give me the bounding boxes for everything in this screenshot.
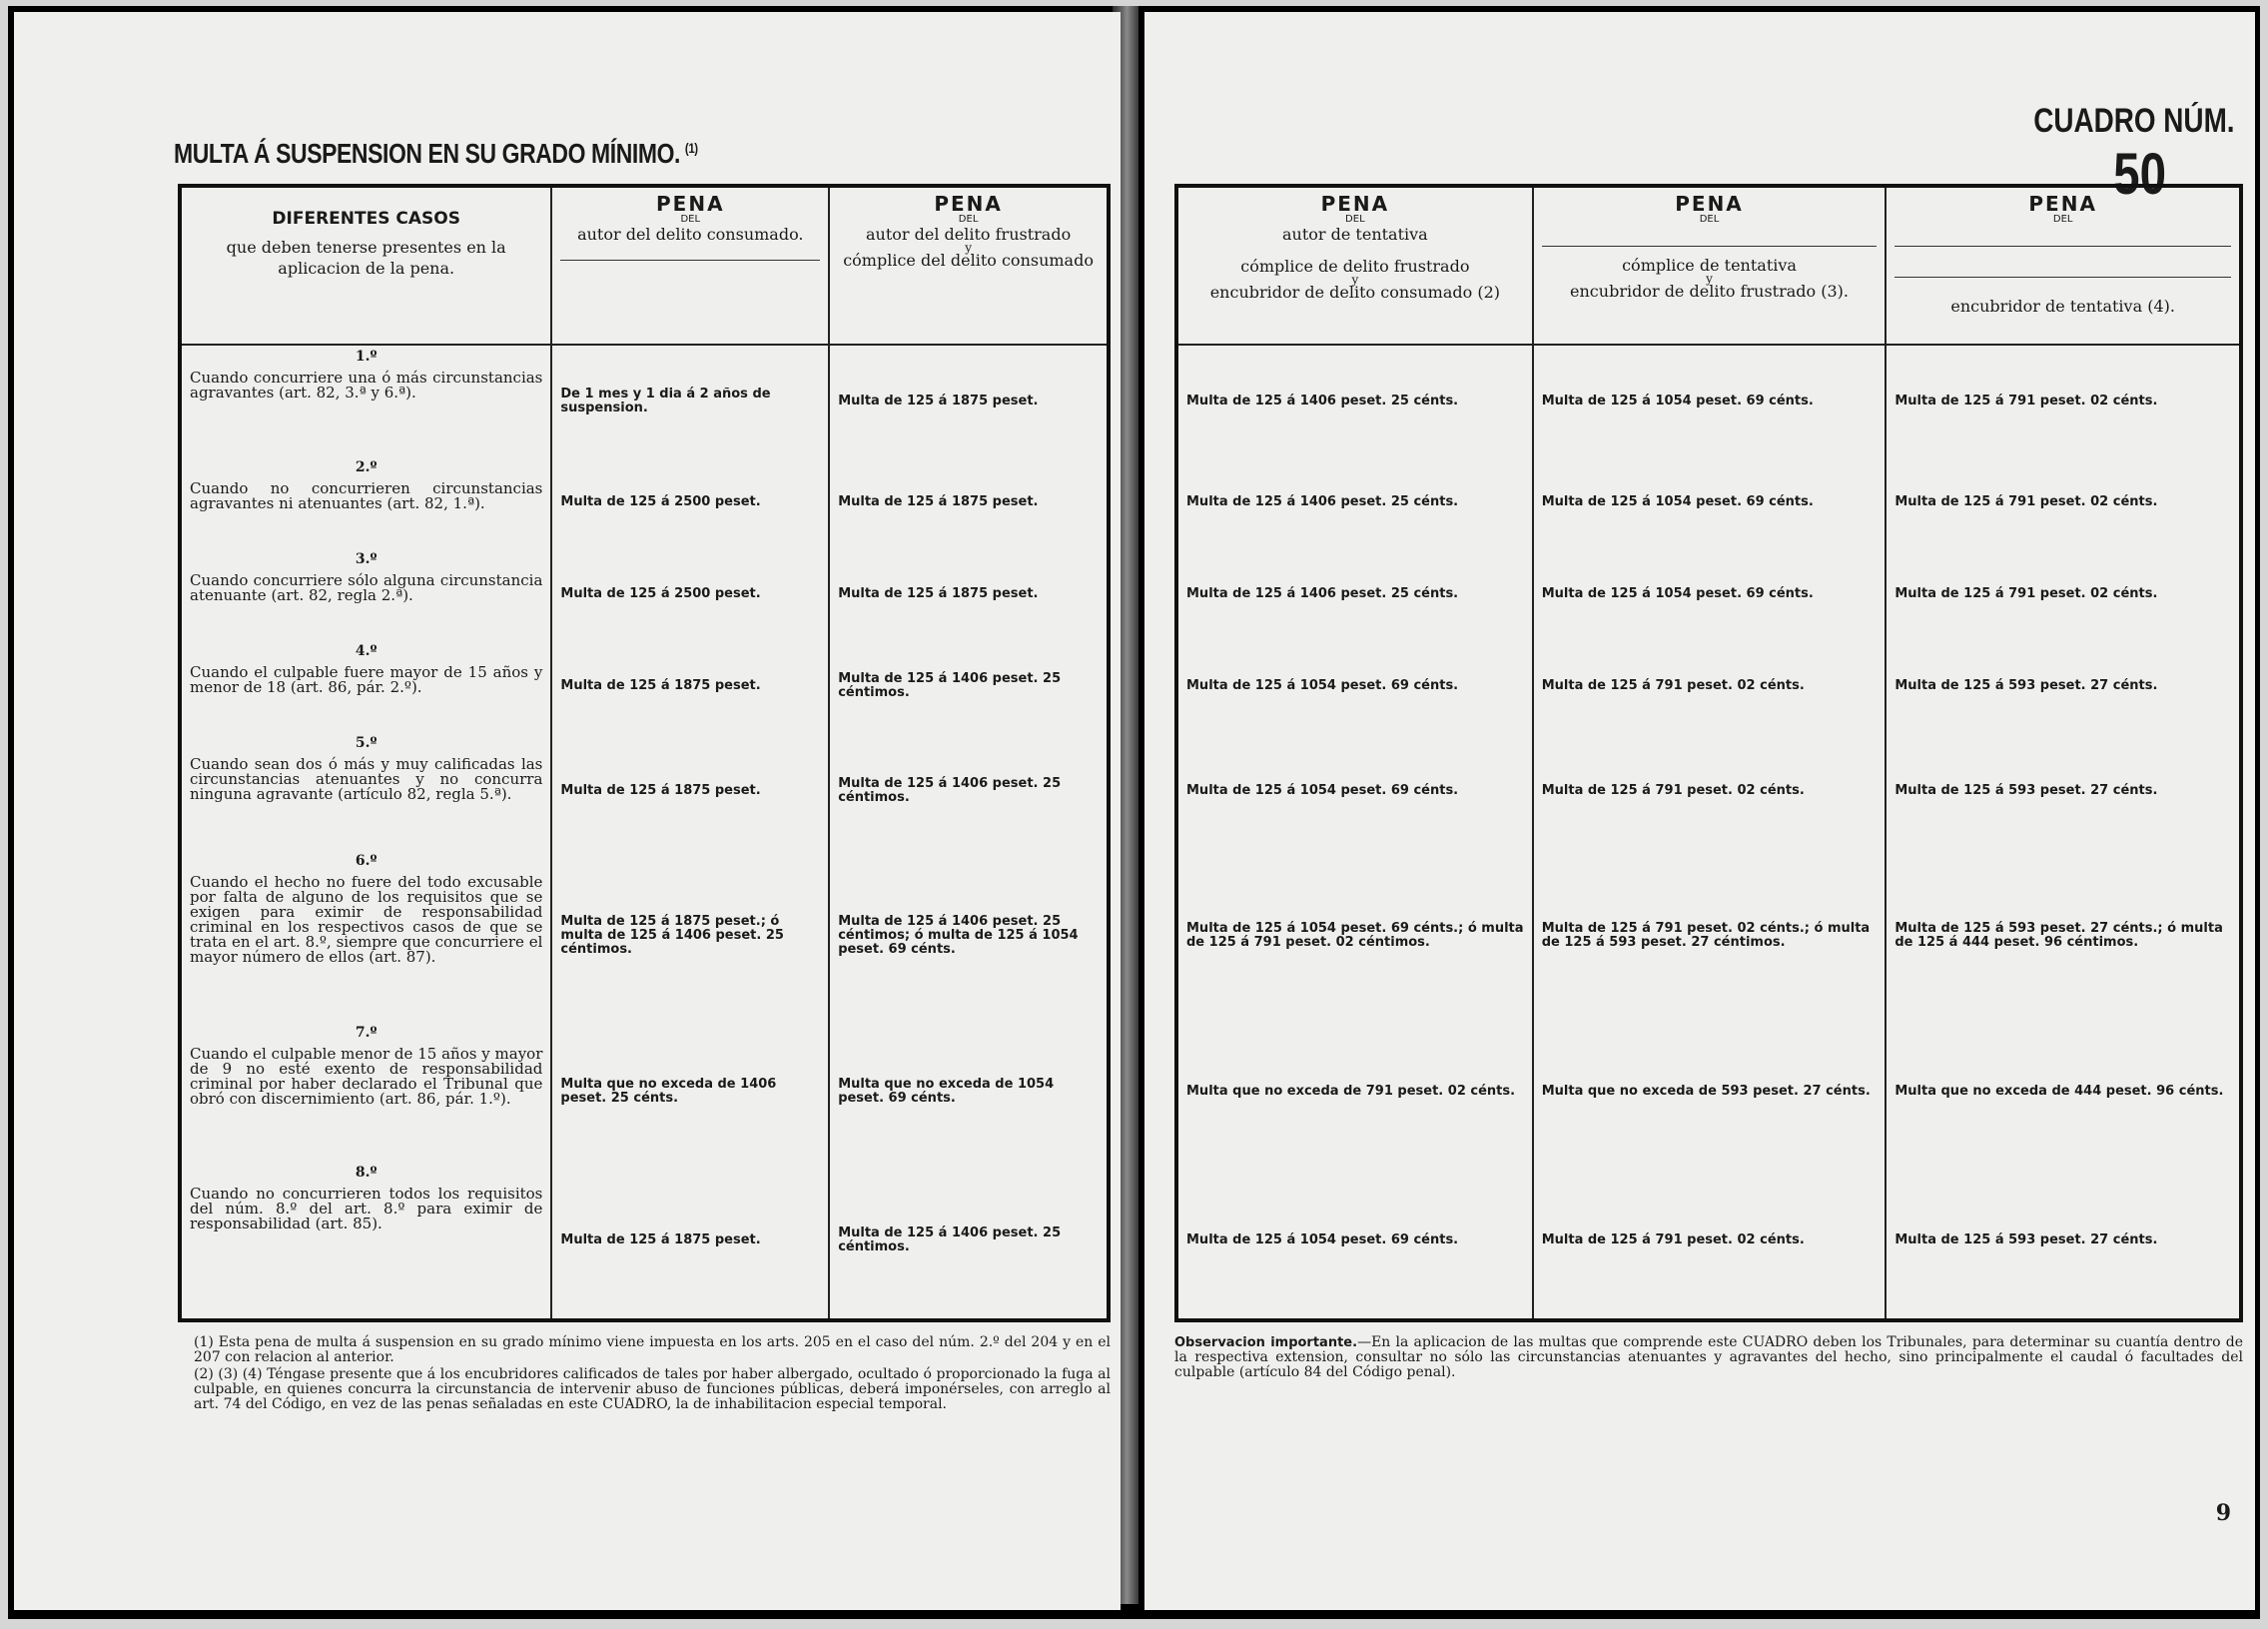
title-text: MULTA Á SUSPENSION EN SU GRADO MÍNIMO. [174,138,680,169]
header-col-autor-consumado [551,188,829,345]
case-text: Cuando concurriere una ó más circunstancias agravantes (art. 82, 3.ª y 6.ª). [190,369,543,402]
case-text: Cuando concurriere sólo alguna circunstancia atenuante (art. 82, regla 2.ª). [190,571,543,604]
table-row [1178,345,2239,456]
penalty-value: Multa de 125 á 1406 peset. 25 céntimos. [838,776,1062,805]
case-text: Cuando el culpable menor de 15 años y mayor de 9 no esté exento de responsabilidad criminal por haber declarado el Tribunal que obró con discernimiento (art. 86, pár. 1.º). [190,1045,543,1108]
case-text: Cuando el hecho no fuere del todo excusable por falta de alguno de los requisitos que se exigen para eximir de responsabilidad criminal en los respectivos casos de que se trata en el art. 8.º, siempre que concurriere el mayor número de ellos (art. 87). [190,873,543,966]
penalty-value: Multa de 125 á 1054 peset. 69 cénts. [1186,783,1459,798]
cuadro-text: CUADRO NÚM. [2033,102,2235,140]
observacion-text: —En la aplicacion de las multas que comprende este CUADRO deben los Tribunales, para determinar su cuantía dentro de la respectiva extension, consultar no sólo las circunstancias atenuantes y agravantes del hecho, sino principalmente el caudal ó facultades del culpable (artículo 84 del Código penal). [1174,1334,2243,1380]
penalty-value: Multa de 125 á 1406 peset. 25 céntimos. [838,1224,1062,1254]
penalty-value: Multa de 125 á 1875 peset. [838,586,1039,601]
pena-heading: PENA [1675,192,1744,216]
penalty-value: Multa de 125 á 1054 peset. 69 cénts. [1541,393,1814,408]
penalty-value: Multa de 125 á 1875 peset. [838,494,1039,509]
table-row [182,456,1107,548]
case-number: 5.º [355,735,378,751]
header-col-encubridor-tentativa [1886,188,2239,345]
header-col-tentativa [1178,188,1533,345]
penalty-value: Multa que no exceda de 1054 peset. 69 cénts. [838,1077,1055,1106]
header-col-frustrado [829,188,1107,345]
del-label: DEL [680,214,701,225]
del-label: DEL [1345,214,1365,225]
case-number: 2.º [355,459,378,475]
col-subtitle: autor del delito frustrado [865,225,1072,244]
penalty-value: Multa de 125 á 1054 peset. 69 cénts. [1541,494,1814,509]
observacion-label: Observacion importante. [1174,1335,1358,1350]
penalty-value: Multa de 125 á 1054 peset. 69 cénts. [1186,1231,1459,1247]
penalty-value: Multa que no exceda de 593 peset. 27 cénts. [1541,1084,1871,1099]
penalty-value: Multa de 125 á 1406 peset. 25 céntimos. [838,671,1062,700]
case-number: 1.º [355,349,378,365]
penalty-value: Multa de 125 á 791 peset. 02 cénts. [1541,678,1805,693]
table-row [1178,732,2239,850]
pena-heading: PENA [934,192,1003,216]
case-number: 4.º [355,643,378,659]
penalty-value: Multa de 125 á 2500 peset. [560,494,761,509]
penalty-value: Multa de 125 á 1406 peset. 25 cénts. [1186,586,1459,601]
table-row [1178,456,2239,548]
penalty-value: Multa de 125 á 791 peset. 02 cénts. [1894,494,2158,509]
table-row [1178,1022,2239,1162]
case-text: Cuando el culpable fuere mayor de 15 años y menor de 18 (art. 86, pár. 2.º). [190,663,543,696]
page-title [174,138,698,170]
penalty-value: Multa de 125 á 1406 peset. 25 cénts. [1186,393,1459,408]
col-subtitle: autor del delito consumado. [577,225,804,244]
table-row [182,1022,1107,1162]
table-row [182,640,1107,732]
header-col-complice-tentativa [1533,188,1887,345]
del-label: DEL [2052,214,2073,225]
penalty-value: Multa de 125 á 1875 peset.; ó multa de 125 á 1406 peset. 25 céntimos. [560,914,784,957]
left-page [14,12,1121,1610]
table-row [1178,850,2239,1022]
penalty-value: Multa que no exceda de 1406 peset. 25 cénts. [560,1077,777,1106]
penalty-value: Multa de 125 á 1875 peset. [838,393,1039,408]
penalty-value: Multa de 125 á 2500 peset. [560,586,761,601]
case-number: 6.º [355,853,378,869]
del-label: DEL [958,214,979,225]
title-note: (1) [684,139,698,156]
footnote-1: (1) Esta pena de multa á suspension en su grado mínimo viene impuesta en los arts. 205 en el caso del núm. 2.º del 204 y en el 207 con relacion al anterior. [194,1334,1111,1365]
left-table [178,184,1111,1322]
y-connector: y [965,241,972,255]
table-row [182,1162,1107,1318]
penalty-value: Multa de 125 á 1406 peset. 25 céntimos; ó multa de 125 á 1054 peset. 69 cénts. [838,914,1079,957]
col-subtitle: cómplice de tentativa [1622,256,1797,275]
cases-title: DIFERENTES CASOS [272,209,460,229]
table-row [182,732,1107,850]
penalty-value: Multa de 125 á 1875 peset. [560,678,761,693]
table-row [182,548,1107,640]
y-connector: y [1706,272,1713,286]
right-page [1144,12,2255,1610]
col-subtitle-2: cómplice de delito frustrado [1240,257,1470,276]
pena-heading: PENA [1320,192,1390,216]
penalty-value: Multa de 125 á 1875 peset. [560,1231,761,1247]
penalty-value: Multa que no exceda de 444 peset. 96 cénts. [1894,1084,2224,1099]
penalty-value: Multa de 125 á 1054 peset. 69 cénts. [1541,586,1814,601]
col-subtitle: encubridor de tentativa (4). [1950,297,2175,316]
pena-heading: PENA [2028,192,2097,216]
table-row [182,850,1107,1022]
case-number: 7.º [355,1025,378,1041]
y-connector: y [1351,273,1359,287]
penalty-value: Multa que no exceda de 791 peset. 02 cénts. [1186,1084,1516,1099]
case-text: Cuando sean dos ó más y muy calificadas las circunstancias atenuantes y no concurra ninguna agravante (artículo 82, regla 5.ª). [190,755,543,803]
penalty-value: Multa de 125 á 791 peset. 02 cénts. [1541,1231,1805,1247]
penalty-value: De 1 mes y 1 dia á 2 años de suspension. [560,386,771,415]
right-table [1174,184,2243,1322]
penalty-value: Multa de 125 á 593 peset. 27 cénts. [1894,1231,2158,1247]
penalty-value: Multa de 125 á 1406 peset. 25 cénts. [1186,494,1459,509]
table-row [182,345,1107,456]
del-label: DEL [1699,214,1720,225]
table-row [1178,548,2239,640]
col-subtitle-3: encubridor de delito consumado (2) [1209,283,1500,302]
penalty-value: Multa de 125 á 593 peset. 27 cénts.; ó multa de 125 á 444 peset. 96 céntimos. [1894,921,2223,950]
penalty-value: Multa de 125 á 791 peset. 02 cénts. [1541,783,1805,798]
table-row [1178,1162,2239,1318]
case-number: 8.º [355,1165,378,1181]
footnote-2: (2) (3) (4) Téngase presente que á los encubridores calificados de tales por haber albergado, ocultado ó proporcionado la fuga al culpable, en quienes concurra la circunstancia de intervenir abuso de funciones públicas, deberá imponérseles, con arreglo al art. 74 del Código, en vez de las penas señaladas en este CUADRO, la de inhabilitacion especial temporal. [194,1366,1111,1412]
page-mark: 9 [2215,1500,2231,1526]
header-cases [182,188,551,345]
penalty-value: Multa de 125 á 791 peset. 02 cénts. [1894,393,2158,408]
penalty-value: Multa de 125 á 791 peset. 02 cénts. [1894,586,2158,601]
table-row [1178,640,2239,732]
case-text: Cuando no concurrieren todos los requisitos del núm. 8.º del art. 8.º para eximir de responsabilidad (art. 85). [190,1185,543,1232]
case-number: 3.º [355,551,378,567]
penalty-value: Multa de 125 á 1054 peset. 69 cénts. [1186,678,1459,693]
cuadro-number: 50 [2113,142,2167,207]
cases-subtitle: que deben tenerse presentes en la aplicacion de la pena. [226,238,506,278]
col-subtitle: autor de tentativa [1281,225,1428,244]
penalty-value: Multa de 125 á 1054 peset. 69 cénts.; ó multa de 125 á 791 peset. 02 céntimos. [1186,921,1524,950]
penalty-value: Multa de 125 á 593 peset. 27 cénts. [1894,678,2158,693]
col-subtitle-2: encubridor de delito frustrado (3). [1570,282,1849,301]
col-subtitle-2: cómplice del delito consumado [843,251,1094,270]
pena-heading: PENA [656,192,725,216]
penalty-value: Multa de 125 á 593 peset. 27 cénts. [1894,783,2158,798]
footnotes [194,1335,1111,1414]
penalty-value: Multa de 125 á 791 peset. 02 cénts.; ó multa de 125 á 593 peset. 27 céntimos. [1541,921,1871,950]
observacion-note [1174,1335,2243,1382]
penalty-value: Multa de 125 á 1875 peset. [560,783,761,798]
case-text: Cuando no concurrieren circunstancias agravantes ni atenuantes (art. 82, 1.ª). [190,479,543,512]
